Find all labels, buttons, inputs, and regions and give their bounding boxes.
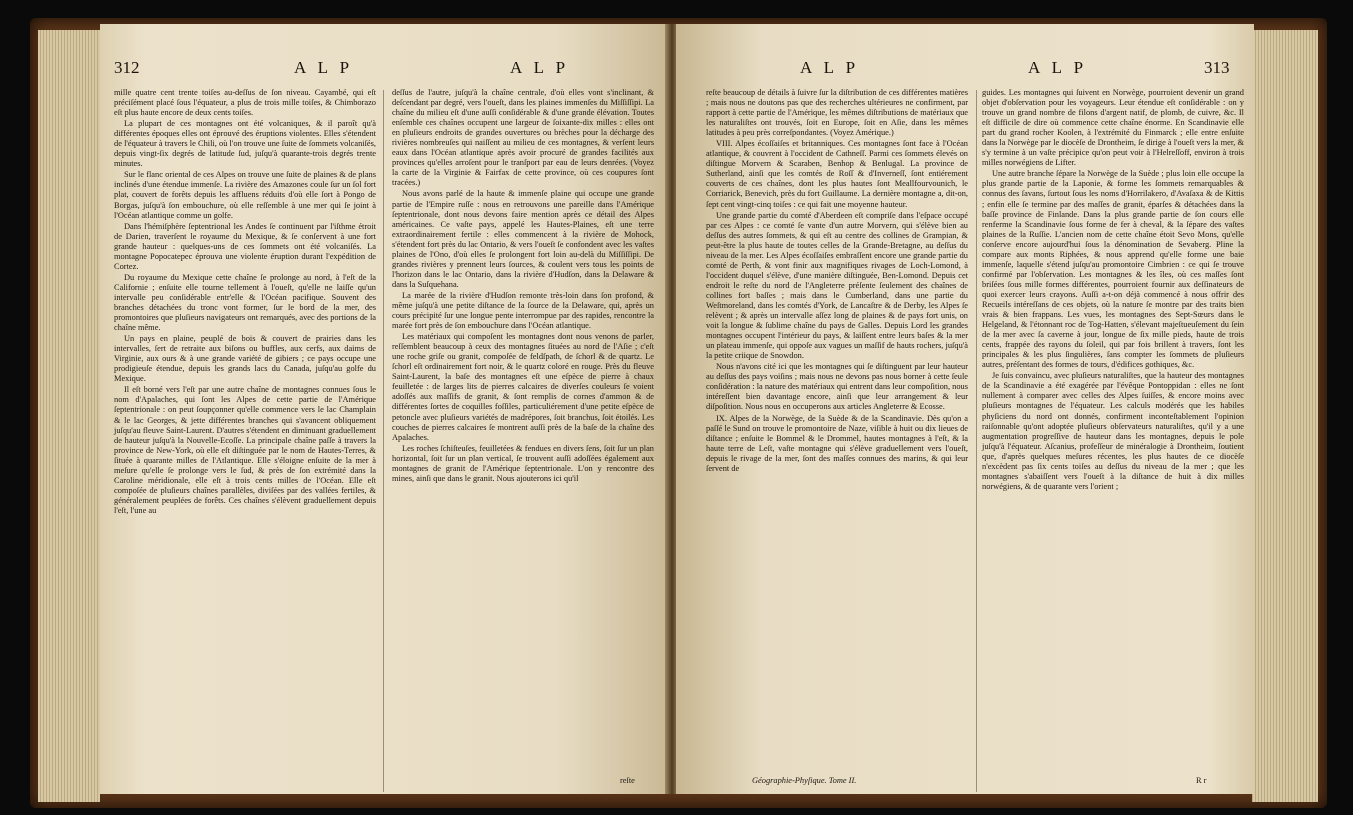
paragraph: Un pays en plaine, peuplé de bois & couvert de prairies dans les intervalles, ſert de retraite aux biſons ou buffles, aux cerfs, aux daims de Virginie, aux ours & à une grande variété de gibiers ; ce pays occupe une prodigieuſe étendue, depuis les grands lacs du Canada, juſqu'au golfe du Mexique. bbox=[114, 334, 376, 384]
paragraph: Nous n'avons cité ici que les montagnes qui ſe diſtinguent par leur hauteur au deſſus des pays voiſins ; mais nous ne devons pas nous borner à cette ſeule conſidération : la nature des matériaux qui entrent dans leur compoſition, nous intéreſſent bien davantage encore, ainſi que leur arrangement & leur diſpoſition. Nous nous en occuperons aux articles Angleterre & Ecosse. bbox=[706, 362, 968, 412]
paragraph: VIII. Alpes écoſſaiſes et britanniques. Ces montagnes ſont face à l'Océan atlantique, & couvrent à l'occident de Cathneſſ. Parmi ces ſommets élevés on diſtingue Morvern & Scaraben, Benhop & Benlugal. La province de Sutherland, ainſi que les comtés de Roſſ & d'Inverneſſ, ſont entiérement couverts de ces chaînes, dont les plus hautes ſont Meallfourvounich, le Corriarick, Benevich, près du fort Guillaume. La dernière montagne a, dit-on, ſept cent vingt-cinq toiſes : ce qui fait une moyenne hauteur. bbox=[706, 139, 968, 209]
paragraph: Nous avons parlé de la haute & immenſe plaine qui occupe une grande partie de l'Empire ruſſe : nous en retrouvons une pareille dans l'Amérique ſeptentrionale, dont nous devons faire mention après ce détail des Alpes américaines. Ce vaſte pays, appelé les Hautes-Plaines, eſt une terre extraordinairement fertile : elles commencent à la rivière de Mohock, s'étendent fort près du lac Ontario, & vers l'oueſt ſe confondent avec les vaſtes plaines de l'Ono, d'où elles ſe prolongent fort loin au-delà du Miſſiſſipi. De grandes rivières y prennent leurs ſources, & coulent vers tous les points de l'horizon dans le lac Ontario, dans la rivière d'Hudſon, dans la Delaware & dans la Suſquehana. bbox=[392, 189, 654, 289]
paragraph: Une grande partie du comté d'Aberdeen eſt compriſe dans l'eſpace occupé par ces Alpes : ce comté ſe vante d'un autre Morvern, qui s'élève bien au deſſus des autres ſommets, & qui eſt au centre des collines de Grampian, & peut-être la plus haute de toutes celles de la Grande-Bretagne, au deſſus du niveau de la mer. Les Alpes écoſſaiſes embraſſent encore une grande partie du comté de Perth, & vont finir aux magnifiques rivages de Loch-Lomond, à l'occident duquel s'élève, d'une manière diſtinguée, Ben-Lomond. Depuis cet endroit le reſte du nord de l'Angleterre préſente ſeulement des chaînes de collines fort baſſes ; mais dans le Cumberland, dans une partie du Weſtmoreland, dans les comtés d'York, de Lancaſtre & de Derby, les Alpes ſe relèvent ; & après un intervalle aſſez long de plaines & de pays fort unis, on voit la longue & ſublime chaîne du pays de Galles. Depuis Lord les grandes montagnes occupent l'intérieur du pays, & laiſſent entre leurs baſes & la mer un plateau immenſe, qui oppoſe aux vagues un maſſif de hauts rochers, juſqu'à la petite criique de Snowdon. bbox=[706, 210, 968, 361]
page-number: 312 bbox=[114, 58, 140, 77]
right-page bbox=[676, 24, 1254, 794]
paragraph: guides. Les montagnes qui ſuivent en Norwège, pourroient devenir un grand objet d'obſervation pour les voyageurs. Leur étendue eſt conſidérable : on y trouve un grand nombre de filons d'argent natif, de plomb, de cuivre, &c. Il eſt difficile de dire où commence cette chaîne énorme. En Scandinavie elle part du grand rocher Koolen, à l'extrémité du Finmarck ; elle entre enſuite dans la Norwège par le diocèſe de Drontheim, ſe dirige à l'oueſt vers la mer, & s'y termine à un vaſte précipice qu'on peut voir à l'Helreſſoff, environ à trois milles norwégiens de Lifter. bbox=[982, 88, 1244, 168]
paragraph: Les matériaux qui compoſent les montagnes dont nous venons de parler, reſſemblent beaucoup à ceux des montagnes ſituées au nord de l'Aſie ; c'eſt une roche griſe ou granit, compoſée de feldſpath, de ſchorl & de quartz. Le ſchorl eſt ordinairement fort noir, & le quartz coloré en rouge. Près du fleuve Saint-Laurent, la baſe des montagnes eſt une eſpèce de pierre à chaux feuilletée : de larges lits de pierres calcaires de diverſes couleurs ſe voient adoſſés aux maſſifs de granit, & ſont remplis de cornes d'ammon & de différentes ſortes de coquilles foſſiles, particuliérement d'une petite eſpèce de petoncle avec pluſieurs variétés de madrépores, ſoit branchus, ſoit étoilés. Les couches de pierres calcaires ſe montrent auſſi près de la baſe de la chaîne des Apalaches. bbox=[392, 332, 654, 442]
signature-mark: R r bbox=[1196, 776, 1207, 785]
paragraph: Du royaume du Mexique cette chaîne ſe prolonge au nord, à l'eſt de la Californie ; enſuite elle tourne tellement à l'oueſt, qu'elle ne laiſſe qu'un intervalle peu conſidérable entr'elle & l'Océan pacifique. Souvent des branches détachées du tronc vont former, ſur le bord de la mer, des promontoires que pluſieurs navigateurs ont remarqués, avec des portions de la chaîne même. bbox=[114, 272, 376, 333]
running-head-right: A L P bbox=[510, 58, 570, 77]
paragraph: Les roches ſchiſteuſes, feuilletées & fendues en divers ſens, ſoit ſur un plan horizontal, ſoit ſur un plan vertical, ſe trouvent auſſi adoſſées également aux montagnes de granit de l'Amérique ſeptentrionale. L'on y rencontre des mines, ainſi que dans le granit. Nous ajouterons ici qu'il bbox=[392, 443, 654, 483]
running-head-left: A L P bbox=[800, 58, 860, 77]
running-head-right: A L P bbox=[1028, 58, 1088, 77]
running-head-left: A L P bbox=[294, 58, 354, 77]
left-page bbox=[100, 24, 670, 794]
paragraph: Il eſt borné vers l'eſt par une autre chaîne de montagnes connues ſous le nom d'Apalaches, qui ſont les Alpes de cette partie de l'Amérique ſeptentrionale : on peut ſoupçonner qu'elle commence vers le lac Champlain & le lac Georges, & jette différentes branches qui s'avancent obliquement juſqu'au fleuve Saint-Laurent. D'autres s'étendent en diminuant graduellement de hauteur juſqu'à la Nouvelle-Ecoſſe. La principale chaîne paſſe à travers la province de New-York, où elle eſt diſtinguée par le nom de Hautes-Terres, & ſituée à quarante milles de l'Atlantique. Elle s'éloigne enſuite de la mer à meſure qu'elle ſe prolonge vers le ſud, & près de ſon extrémité dans la Caroline méridionale, elle eſt à trois cents milles de l'Océan. Elle eſt compoſée de pluſieurs chaînes parallèles, diviſées par des vallées fertiles, & généralement peuplées de forêts. Ces chaînes s'élèvent graduellement depuis l'eſt, l'une au bbox=[114, 385, 376, 515]
text-column-1 bbox=[114, 88, 376, 517]
text-column-2 bbox=[392, 88, 654, 485]
paragraph: Sur le flanc oriental de ces Alpes on trouve une ſuite de plaines & de plans inclinés d'une étendue immenſe. La rivière des Amazones coule ſur un ſol fort plat, couvert de forêts depuis les affluens réduits d'où elle ſort à Pongo de Borgas, juſqu'à ſon embouchure, où elle reſſemble à une mer qui ſe joint à l'Océan atlantique comme un golfe. bbox=[114, 170, 376, 220]
paragraph: Je ſuis convaincu, avec pluſieurs naturaliſtes, que la hauteur des montagnes de la Scandinavie a été exagérée par l'évêque Pontoppidan : elles ne ſont nullement à comparer avec celles des Alpes ſuiſſes, & encore moins avec pluſieurs montagnes de l'équateur. Les calculs modérés que les habiles phyſiciens du nord ont donnés, confirment inconteſtablement l'opinion raiſonnable qu'ont adoptée pluſieurs obſervateurs naturaliſtes, qu'il y a une augmentation progreſſive de hauteur dans les montagnes, depuis le pole juſqu'à l'équateur. Aſcanius, profeſſeur de minéralogie à Drontheim, ſoutient que, d'après quelques meſures récentes, les plus hautes de ce diocèſe n'excèdent pas ſix cents toiſes au deſſus du niveau de la mer ; que les montagnes s'abaiſſent vers l'oueſt à la diſtance de huit à dix milles norwégiens, & de quarante vers l'orient ; bbox=[982, 371, 1244, 491]
column-rule bbox=[976, 90, 977, 792]
paragraph: mille quatre cent trente toiſes au-deſſus de ſon niveau. Cayambé, qui eſt préciſément placé ſous l'équateur, a plus de trois mille toiſes, & Chimborazo eſt plus haute encore de deux cents toiſes. bbox=[114, 88, 376, 118]
right-page-edges bbox=[1252, 30, 1318, 802]
left-page-header bbox=[114, 58, 140, 84]
catchword: reſte bbox=[620, 776, 635, 785]
paragraph: IX. Alpes de la Norwège, de la Suède & de la Scandinavie. Dès qu'on a paſſé le Sund on trouve le promontoire de Naze, viſible à huit ou dix lieues de diſtance ; enſuite le Bommel & le Drommel, hautes montagnes à l'eſt, & la haute terre de Leſt, vaſte montagne qui s'élève graduellement vers l'oueſt, depuis le rivage de la mer, ſont des maſſes connues des marins, & qui leur ſervent de bbox=[706, 413, 968, 473]
paragraph: Une autre branche ſépare la Norwège de la Suède ; plus loin elle occupe la plus grande partie de la Laponie, & forme les ſommets remarquables & connus des ſavans, ſurtout ſous les noms d'Horrilakero, d'Avaſaxa & de Kittis ; enfin elle ſe termine par des maſſes de granit, éparſes & détachées dans la baſſe province de Finlande. Dans la plus grande partie de ſon cours elle renferme la Scandinavie ſous forme de fer à cheval, & la ſépare des vaſtes plaines de la Ruſſie. L'ancien nom de cette chaîne étoit Sevo Mons, qu'elle conſerve encore aujourd'hui ſous la dénomination de Sevaberg. Pline la compare aux monts Riphées, & nous apprend qu'elle forme une baie immenſe, laquelle s'étend juſqu'au promontoire Cimbrien : ce qui ſe trouve confirmé par l'obſervation. Les montagnes & les îles, où ces maſſes ſont briſées ſous mille formes différentes, pourroient fournir aux deſſinateurs de quoi exercer leurs crayons. Auſſi a-t-on déjà commencé à nous offrir des Recueils intéreſſans de ces objets, où la nature ſe montre par des traits bien vrais & bien frappans. Les vues, les montagnes des Sept-Sœurs dans le Helgeland, & l'étonnant roc de Tog-Hatten, s'élevant majeſtueuſement du ſein de la mer avec ſa caverne à jour, longue de ſix mille pieds, haute de trois cents, frappée des rayons du ſoleil, qui par fois brillent à travers, ſont les principales & les plus ſingulières, ſans compter les ſommets de pluſieurs autres, préſentant des formes de tours, d'édifices gothiques, &c. bbox=[982, 169, 1244, 370]
page-footer: Géographie-Phyſique. Tome II. bbox=[752, 776, 857, 785]
right-page-header bbox=[1204, 58, 1230, 84]
text-column-1 bbox=[706, 88, 968, 475]
left-page-edges bbox=[38, 30, 100, 802]
paragraph: Dans l'hémiſphère ſeptentrional les Andes ſe continuent par l'iſthme étroit de Darien, traverſent le royaume du Mexique, & ſe conſervent à une fort grande hauteur : quelques-uns de ces ſommets ont été volcaniſés. La montagne Popocatepec éprouva une violente éruption durant l'expédition de Cortez. bbox=[114, 221, 376, 271]
column-rule bbox=[383, 90, 384, 792]
page-number: 313 bbox=[1204, 58, 1230, 77]
text-column-2 bbox=[982, 88, 1244, 493]
paragraph: deſſus de l'autre, juſqu'à la chaîne centrale, d'où elles vont s'inclinant, & deſcendant par degré, vers l'oueſt, dans les plaines immenſes du Miſſiſſipi. La chaîne du milieu eſt d'une auſſi conſidérable & d'une grande élévation. Toutes enſemble ces chaînes occupent une largeur de ſoixante-dix milles : elles ont en pluſieurs endroits de grandes ouvertures ou brèches pour la décharge des rivières nombreuſes qui naiſſent au milieu de ces montagnes, & verſent leurs eaux dans l'Océan atlantique après avoir procuré de grandes facilités aux provinces qu'elles arroſent pour le tranſport par eau de leurs denrées. (Voyez la carte de la Virginie & Fairfax de cette province, où ces coupures ſont tracées.) bbox=[392, 88, 654, 188]
paragraph: reſte beaucoup de détails à ſuivre ſur la diſtribution de ces différentes matières ; mais nous ne doutons pas que des recherches ultérieures ne confirment, par rapport à cette partie de l'Amérique, les mêmes diſtributions de matériaux que les naturaliſtes ont trouvés, ſoit en Europe, ſoit en Aſie, dans les mêmes latitudes à peu près correſpondantes. (Voyez Amérique.) bbox=[706, 88, 968, 138]
paragraph: La marée de la rivière d'Hudſon remonte très-loin dans ſon profond, & même juſqu'à une petite diſtance de la ſource de la Delaware, qui, après un cours précipité ſur une longue pente interrompue par des rapides, rencontre la marée fort près de ſon embouchure dans l'Océan atlantique. bbox=[392, 290, 654, 331]
paragraph: La plupart de ces montagnes ont été volcaniques, & il paroît qu'à différentes époques elles ont éprouvé des éruptions violentes. Elles s'étendent de l'équateur à travers le Chili, où l'on trouve une ſuite de ſommets volcaniſés, depuis vingt-ſix degrés de latitude ſud, juſqu'à quarante-trois degrés trente minutes. bbox=[114, 119, 376, 169]
